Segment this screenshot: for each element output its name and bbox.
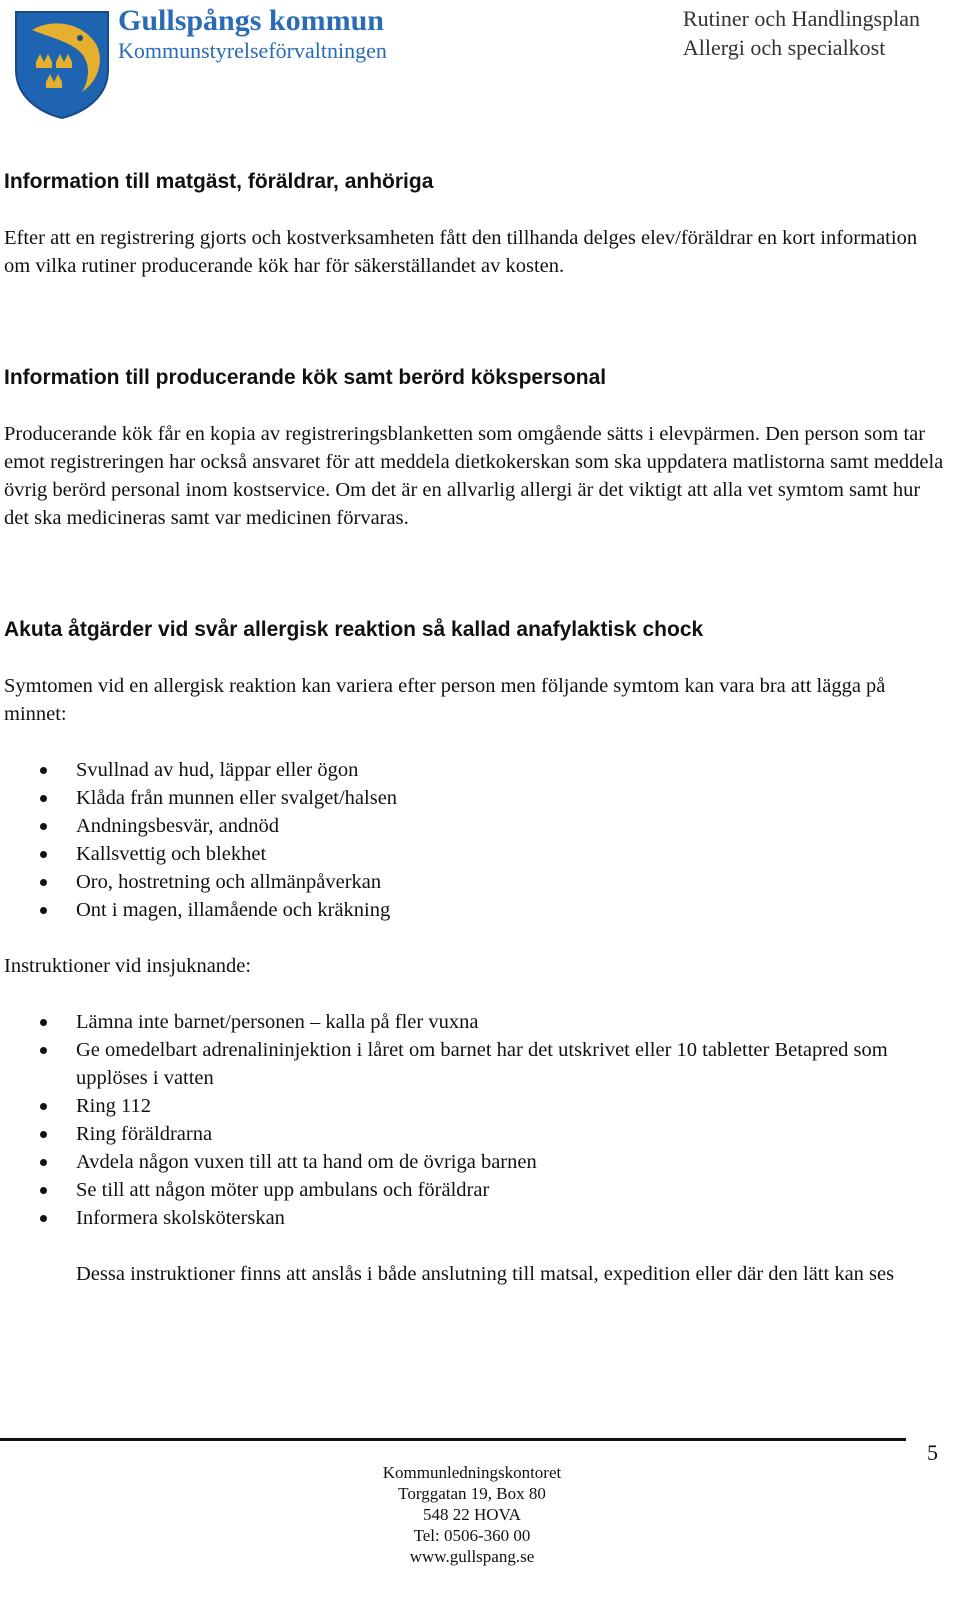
section-heading-matgast: Information till matgäst, föräldrar, anhöriga: [4, 170, 434, 193]
footer-office: Kommunledningskontoret: [382, 1463, 562, 1482]
document-title-line1: Rutiner och Handlingsplan: [682, 6, 920, 31]
list-item: Oro, hostretning och allmänpåverkan: [4, 868, 944, 896]
bullet-icon: [40, 1187, 47, 1194]
list-item: Kallsvettig och blekhet: [4, 840, 944, 868]
bullet-icon: [40, 851, 47, 858]
footer-phone: Tel: 0506-360 00: [413, 1526, 531, 1545]
list-item: Avdela någon vuxen till att ta hand om de övriga barnen: [4, 1148, 944, 1176]
bullet-icon: [40, 1019, 47, 1026]
list-item: Andningsbesvär, andnöd: [4, 812, 944, 840]
organization-name: Gullspångs kommun: [118, 4, 384, 37]
instruction-list: [4, 1008, 944, 1232]
bullet-icon: [40, 1159, 47, 1166]
list-item: Svullnad av hud, läppar eller ögon: [4, 756, 944, 784]
section-heading-kok: Information till producerande kök samt berörd kökspersonal: [4, 366, 607, 389]
footer-postal: 548 22 HOVA: [423, 1505, 521, 1524]
list-item: Lämna inte barnet/personen – kalla på fler vuxna: [4, 1008, 944, 1036]
organization-header: [118, 4, 387, 64]
list-item: Ge omedelbart adrenalininjektion i låret om barnet har det utskrivet eller 10 tabletter Betapred som upplöses i vatten: [4, 1036, 944, 1092]
instructions-label: Instruktioner vid insjuknande:: [4, 955, 252, 977]
footer-divider: [0, 1438, 906, 1441]
bullet-icon: [40, 907, 47, 914]
document-title-line2: Allergi och specialkost: [682, 35, 886, 60]
symptom-list: [4, 756, 944, 924]
list-item: Klåda från munnen eller svalget/halsen: [4, 784, 944, 812]
list-item: Ring föräldrarna: [4, 1120, 944, 1148]
list-item: Se till att någon möter upp ambulans och föräldrar: [4, 1176, 944, 1204]
list-item: Ring 112: [4, 1092, 944, 1120]
bullet-icon: [40, 1103, 47, 1110]
section-heading-akuta: Akuta åtgärder vid svår allergisk reaktion så kallad anafylaktisk chock: [4, 618, 704, 641]
municipality-logo: [12, 8, 112, 120]
list-item: Ont i magen, illamående och kräkning: [4, 896, 944, 924]
bullet-icon: [40, 1215, 47, 1222]
section-intro-akuta: Symtomen vid en allergisk reaktion kan variera efter person men följande symtom kan vara bra att lägga på minnet:: [4, 675, 886, 725]
section-text-kok: Producerande kök får en kopia av registreringsblanketten som omgående sätts i elevpärmen. Den person som tar emot registreringen har också ansvaret för att meddela dietkokerskan som ska uppdatera matlistorna samt meddela övrig berörd personal inom kostservice. Om det är en allvarlig allergi är det viktigt att alla vet symtom samt hur det ska medicineras samt var medicinen förvaras.: [4, 423, 944, 529]
bullet-icon: [40, 1047, 47, 1054]
document-title: [683, 4, 920, 62]
document-body: [4, 168, 944, 1288]
bullet-icon: [40, 823, 47, 830]
section-text-matgast: Efter att en registrering gjorts och kostverksamheten fått den tillhanda delges elev/föräldrar en kort information om vilka rutiner producerande kök har för säkerställandet av kosten.: [4, 227, 918, 277]
bullet-icon: [40, 767, 47, 774]
bullet-icon: [40, 879, 47, 886]
footer-website: www.gullspang.se: [409, 1547, 535, 1566]
footer-address: [0, 1462, 944, 1567]
list-item: Informera skolsköterskan: [4, 1204, 944, 1232]
footer-street: Torggatan 19, Box 80: [398, 1484, 546, 1503]
bullet-icon: [40, 1131, 47, 1138]
organization-subtitle: Kommunstyrelseförvaltningen: [118, 38, 387, 63]
closing-note: Dessa instruktioner finns att anslås i både anslutning till matsal, expedition eller där den lätt kan ses: [76, 1263, 895, 1285]
bullet-icon: [40, 795, 47, 802]
page-number: 5: [927, 1440, 938, 1465]
